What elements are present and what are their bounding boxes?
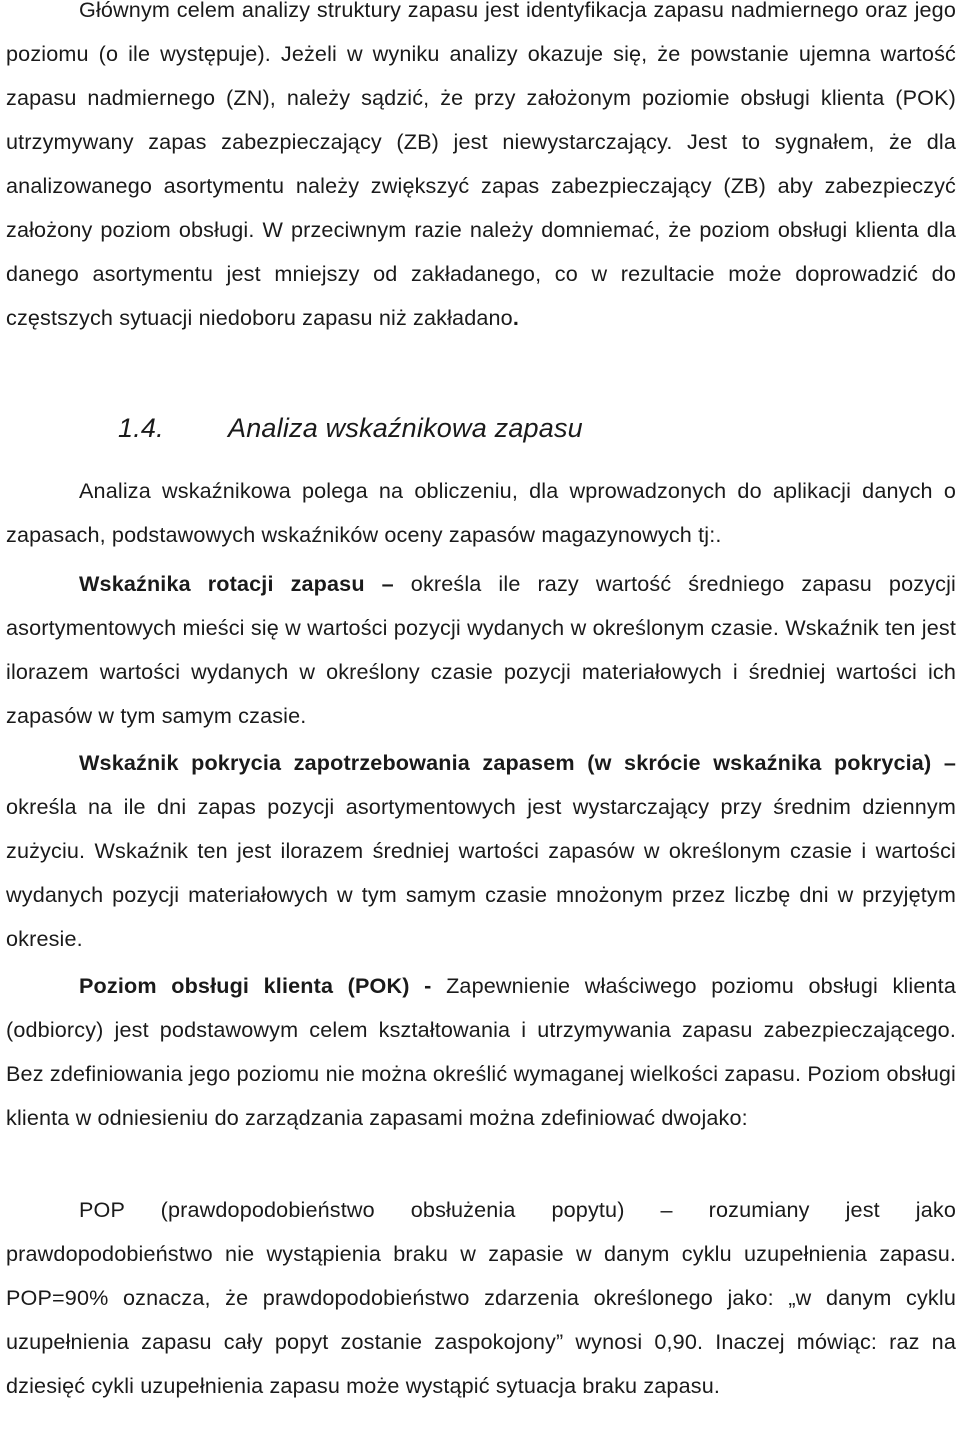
paragraph-rotation-ratio [6,562,956,738]
paragraph-text: Głównym celem analizy struktury zapasu jest identyfikacja zapasu nadmiernego oraz jego poziomu (o ile występuje). Jeżeli w wyniku analizy okazuje się, że powstanie ujemna wartość zapasu nadmiernego (ZN), należy sądzić, że przy założonym poziomie obsługi klienta (POK) utrzymywany zapas zabezpieczający (ZB) jest niewystarczający. Jest to sygnałem, że dla analizowanego asortymentu należy zwiększyć zapas zabezpieczający (ZB) aby zabezpieczyć założony poziom obsługi. W przeciwnym razie należy domniemać, że poziom obsługi klienta dla danego asortymentu jest mniejszy od zakładanego, co w rezultacie może doprowadzić do częstszych sytuacji niedoboru zapasu niż zakładano [6,0,956,330]
term-service-level: Poziom obsługi klienta (POK) - [79,973,432,998]
paragraph-text: Analiza wskaźnikowa polega na obliczeniu, dla wprowadzonych do aplikacji danych o zapasach, podstawowych wskaźników oceny zapasów magazynowych tj:. [6,478,956,547]
paragraph-pop-definition [6,1188,956,1408]
paragraph-structure-analysis [6,0,956,340]
paragraph-coverage-ratio [6,741,956,961]
paragraph-end-mark: . [512,305,519,330]
paragraph-text: POP (prawdopodobieństwo obsłużenia popytu) – rozumiany jest jako prawdopodobieństwo nie wystąpienia braku w zapasie w danym cyklu uzupełnienia zapasu. POP=90% oznacza, że prawdopodobieństwo zdarzenia określonego jako: „w danym cyklu uzupełnienia zapasu cały popyt zostanie zaspokojony” wynosi 0,90. Inaczej mówiąc: raz na dziesięć cykli uzupełnienia zapasu może wystąpić sytuacja braku zapasu. [6,1197,956,1398]
paragraph-ratio-analysis [6,469,956,557]
section-title: Analiza wskaźnikowa zapasu [228,413,583,443]
section-heading [6,410,583,446]
section-number: 1.4. [118,413,164,443]
paragraph-text: Zapewnienie właściwego poziomu obsługi klienta (odbiorcy) jest podstawowym celem kształtowania i utrzymywania zapasu zabezpieczającego. Bez zdefiniowania jego poziomu nie można określić wymaganej wielkości zapasu. Poziom obsługi klienta w odniesieniu do zarządzania zapasami można zdefiniować dwojako: [6,973,956,1130]
term-rotation-ratio: Wskaźnika rotacji zapasu – [79,571,394,596]
paragraph-text: określa na ile dni zapas pozycji asortymentowych jest wystarczający przy średnim dziennym zużyciu. Wskaźnik ten jest ilorazem średniej wartości zapasów w określonym czasie i wartości wydanych pozycji materiałowych w tym samym czasie mnożonym przez liczbę dni w przyjętym okresie. [6,794,956,951]
paragraph-text: określa ile razy wartość średniego zapasu pozycji asortymentowych mieści się w wartości pozycji wydanych w określonym czasie. Wskaźnik ten jest ilorazem wartości wydanych w określony czasie pozycji materiałowych i średniej wartości ich zapasów w tym samym czasie. [6,571,956,728]
paragraph-service-level [6,964,956,1140]
term-coverage-ratio: Wskaźnik pokrycia zapotrzebowania zapasem (w skrócie wskaźnika pokrycia) – [79,750,956,775]
